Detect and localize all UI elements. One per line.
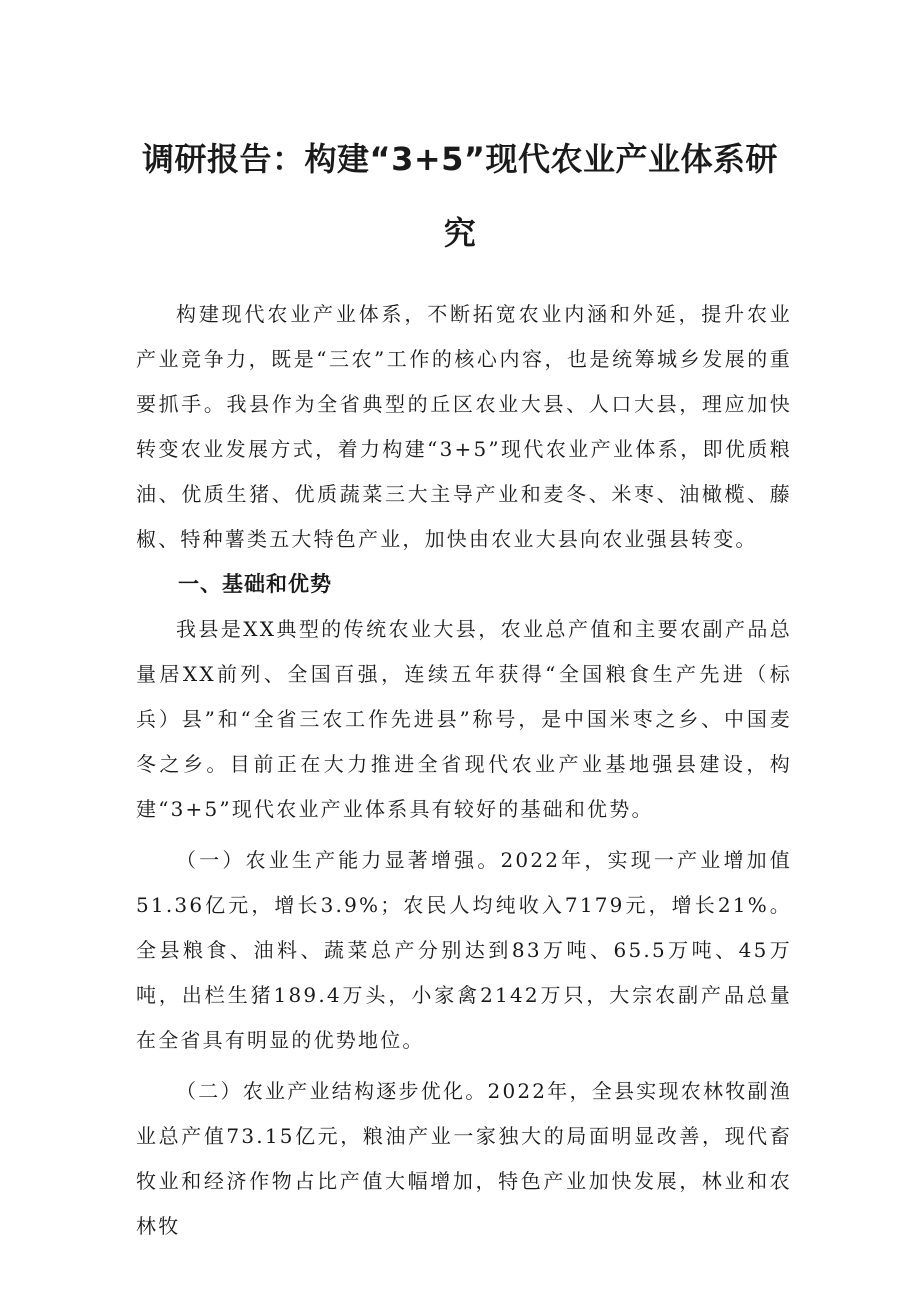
intro-paragraph: 构建现代农业产业体系，不断拓宽农业内涵和外延，提升农业产业竞争力，既是“三农”工作的核心内容，也是统筹城乡发展的重要抓手。我县作为全省典型的丘区农业大县、人口大县，理应加快转变农业发展方式，着力构建“3+5”现代农业产业体系，即优质粮油、优质生猪、优质蔬菜三大主导产业和麦冬、米枣、油橄榄、藤椒、特种薯类五大特色产业，加快由农业大县向农业强县转变。 xyxy=(136,302,792,551)
subsection-1-paragraph: （一）农业生产能力显著增强。2022年，实现一产业增加值51.36亿元，增长3.9%；农民人均纯收入7179元，增长21%。全县粮食、油料、蔬菜总产分别达到83万吨、65.5万吨、45万吨，出栏生猪189.4万头，小家禽2142万只，大宗农副产品总量在全省具有明显的优势地位。 xyxy=(136,848,792,1052)
document-title-line-1: 调研报告：构建“3+5”现代农业产业体系研 xyxy=(142,140,778,178)
subsection-2-paragraph: （二）农业产业结构逐步优化。2022年，全县实现农林牧副渔业总产值73.15亿元，粮油产业一家独大的局面明显改善，现代畜牧业和经济作物占比产值大幅增加，特色产业加快发展，林业和农林牧 xyxy=(136,1079,792,1238)
document-body xyxy=(136,292,792,1249)
document-title-line-2: 究 xyxy=(443,214,477,252)
section-1-paragraph: 我县是XX典型的传统农业大县，农业总产值和主要农副产品总量居XX前列、全国百强，连续五年获得“全国粮食生产先进（标兵）县”和“全省三农工作先进县”称号，是中国米枣之乡、中国麦冬之乡。目前正在大力推进全省现代农业产业基地强县建设，构建“3+5”现代农业产业体系具有较好的基础和优势。 xyxy=(136,617,792,821)
section-heading-basis-advantages: 一、基础和优势 xyxy=(178,572,332,596)
